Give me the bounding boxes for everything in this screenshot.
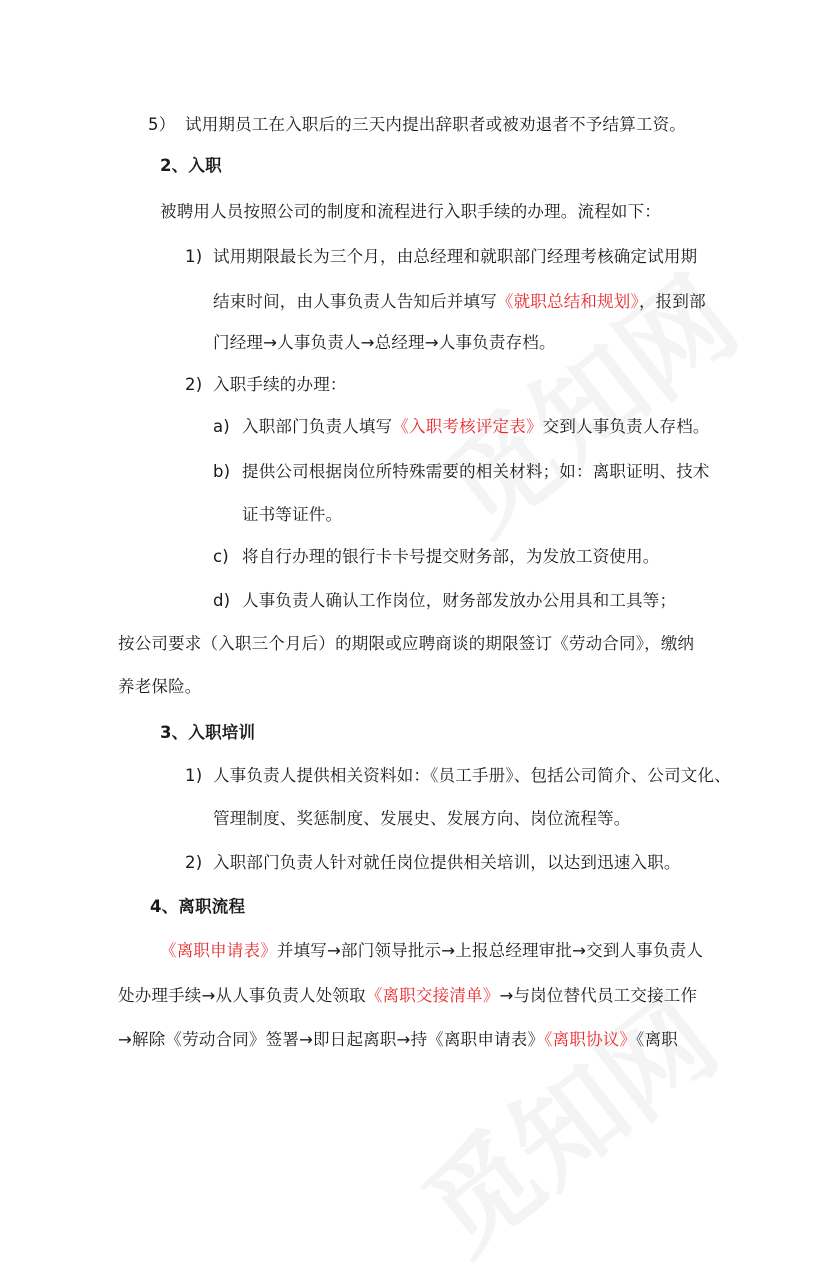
text-line [242,416,710,438]
list-marker: 1) [185,247,203,266]
form-name-highlight: 《离职申请表》 [160,941,277,960]
text-span: 将自行办理的银行卡卡号提交财务部，为发放工资使用。 [242,547,660,566]
text-span: →与岗位替代员工交接工作 [499,986,698,1005]
text-span: 交到人事负责人存档。 [542,417,710,436]
text-span: 处办理手续→从人事负责人处领取 [118,986,366,1005]
text-span: →解除《劳动合同》签署→即日起离职→持《离职申请表》 [118,1030,545,1049]
text-span: 证书等证件。 [242,505,343,524]
text-span: 入职部门负责人填写 [242,417,393,436]
form-name-highlight: 《入职考核评定表》 [392,417,543,436]
text-span: ，报到部 [638,292,706,311]
section-heading [160,155,222,177]
text-span: 结束时间，由人事负责人告知后并填写 [213,292,497,311]
text-span: 入职部门负责人针对就任岗位提供相关培训，以达到迅速入职。 [213,853,681,872]
text-span: 按公司要求（入职三个月后）的期限或应聘商谈的期限签订《劳动合同》，缴纳 [118,634,695,653]
text-span: 门经理→人事负责人→总经理→人事负责存档。 [213,333,556,352]
text-line [213,246,697,268]
list-marker: 1) [185,766,203,785]
text-line [160,201,661,223]
text-span: 养老保险。 [118,677,202,696]
list-marker: 5） [148,115,176,134]
form-name-highlight: 《离职协议》 [544,1030,637,1049]
text-span: 入职手续的办理： [213,375,347,394]
text-span: 4、离职流程 [150,897,246,916]
text-line [242,546,660,568]
text-span: 管理制度、奖惩制度、发展史、发展方向、岗位流程等。 [213,809,631,828]
text-line [213,808,631,830]
text-line [213,374,347,396]
list-marker: 2) [185,375,203,394]
list-marker: a) [213,417,230,436]
text-span: 被聘用人员按照公司的制度和流程进行入职手续的办理。流程如下： [160,202,661,221]
text-span: 人事负责人确认工作岗位，财务部发放办公用具和工具等； [242,591,677,610]
text-span: 人事负责人提供相关资料如：《员工手册》、包括公司简介、公司文化、 [213,766,731,785]
watermark [406,235,763,563]
text-line [160,940,703,962]
list-marker: d) [213,591,231,610]
text-line [213,291,706,313]
text-span: 《离职 [636,1030,678,1049]
text-line [242,461,710,483]
text-line [118,1029,678,1051]
section-heading [160,722,255,744]
text-line [118,985,697,1007]
text-line [213,852,681,874]
text-line [242,590,676,612]
form-name-highlight: 《就职总结和规划》 [496,292,639,311]
text-line [242,504,342,526]
list-marker: c) [213,547,229,566]
text-span: 提供公司根据岗位所特殊需要的相关材料；如：离职证明、技术 [242,462,710,481]
section-heading [150,896,245,918]
text-span: 3、入职培训 [160,723,256,742]
text-span: 试用期限最长为三个月，由总经理和就职部门经理考核确定试用期 [213,247,698,266]
text-span: 2、入职 [160,156,222,175]
text-line [185,114,686,136]
text-span: 并填写→部门领导批示→上报总经理审批→交到人事负责人 [276,941,704,960]
text-line [213,332,556,354]
form-name-highlight: 《离职交接清单》 [365,986,500,1005]
text-line [213,765,731,787]
text-line [118,676,202,698]
list-marker: 2) [185,853,203,872]
text-span: 试用期员工在入职后的三天内提出辞职者或被劝退者不予结算工资。 [185,115,686,134]
list-marker: b) [213,462,231,481]
text-line [118,633,694,655]
